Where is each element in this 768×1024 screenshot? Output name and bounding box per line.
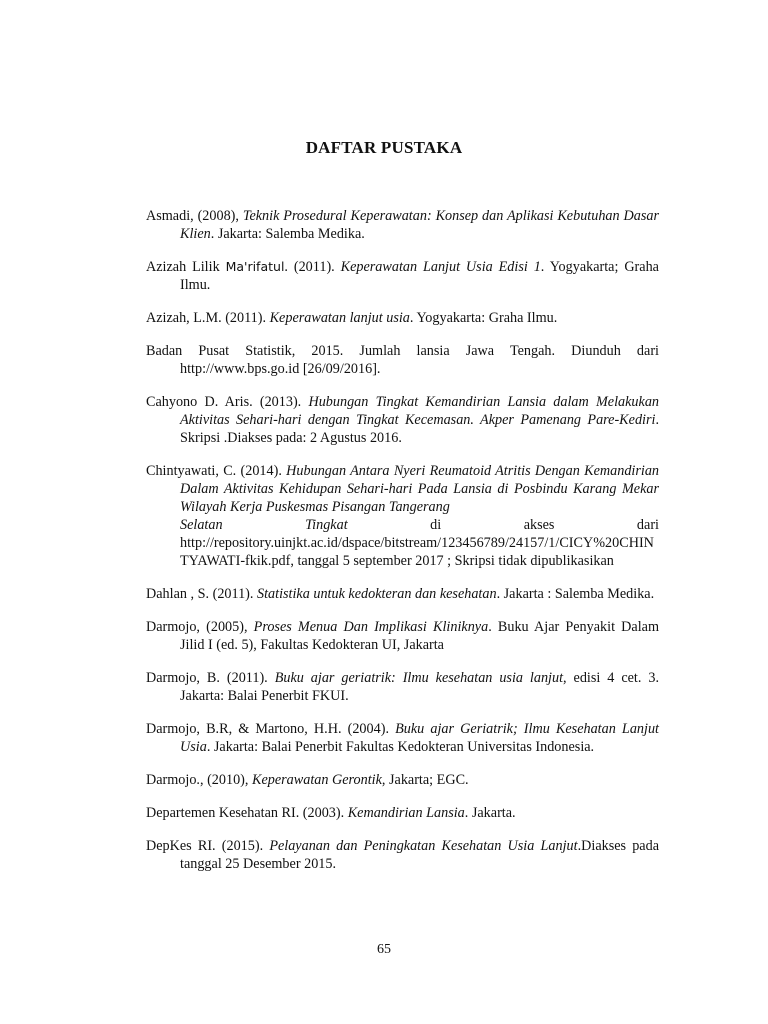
reference-item-5: Cahyono D. Aris. (2013). Hubungan Tingkat Kemandirian Lansia dalam Melakukan Aktivitas Sehari-hari dengan Tingkat Kecemasan. Akper Pamenang Pare-Kediri. Skripsi .Diakses pada: 2 Agustus 2016. (146, 394, 660, 446)
reference-item-13: DepKes RI. (2015). Pelayanan dan Peningkatan Kesehatan Usia Lanjut.Diakses pada tanggal 25 Desember 2015. (146, 838, 659, 872)
page-number: 65 (377, 942, 391, 957)
reference-url-line: http://repository.uinjkt.ac.id/dspace/bitstream/123456789/24157/1/CICY%20CHINTYAWATI-fkik.pdf, tanggal 5 september 2017 ; Skripsi tidak dipublikasikan (180, 535, 654, 569)
reference-spread-line: Selatan Tingkat di akses dari (180, 517, 659, 533)
page-title: DAFTAR PUSTAKA (305, 138, 463, 157)
reference-item-2: Azizah Lilik Ma'rifatul. (2011). Keperawatan Lanjut Usia Edisi 1. Yogyakarta; Graha Ilmu. (146, 259, 659, 293)
reference-item-1: Asmadi, (2008), Teknik Prosedural Keperawatan: Konsep dan Aplikasi Kebutuhan Dasar Klien. Jakarta: Salemba Medika. (146, 208, 659, 242)
reference-item-3: Azizah, L.M. (2011). Keperawatan lanjut usia. Yogyakarta: Graha Ilmu. (146, 310, 558, 326)
reference-item-7: Dahlan , S. (2011). Statistika untuk kedokteran dan kesehatan. Jakarta : Salemba Medika. (146, 586, 655, 602)
reference-item-12: Departemen Kesehatan RI. (2003). Kemandirian Lansia. Jakarta. (146, 805, 516, 821)
reference-item-4: Badan Pusat Statistik, 2015. Jumlah lansia Jawa Tengah. Diunduh dari http://www.bps.go.id [26/09/2016]. (146, 343, 659, 377)
reference-item-9: Darmojo, B. (2011). Buku ajar geriatrik: Ilmu kesehatan usia lanjut, edisi 4 cet. 3. Jakarta: Balai Penerbit FKUI. (146, 670, 659, 704)
reference-list (146, 207, 659, 888)
reference-item-10: Darmojo, B.R, & Martono, H.H. (2004). Buku ajar Geriatrik; Ilmu Kesehatan Lanjut Usia. Jakarta: Balai Penerbit Fakultas Kedokteran Universitas Indonesia. (146, 721, 659, 755)
reference-item-8: Darmojo, (2005), Proses Menua Dan Implikasi Kliniknya. Buku Ajar Penyakit Dalam Jilid I (ed. 5), Fakultas Kedokteran UI, Jakarta (146, 619, 659, 653)
reference-item-11: Darmojo., (2010), Keperawatan Gerontik, Jakarta; EGC. (146, 772, 469, 788)
reference-item-6: Chintyawati, C. (2014). Hubungan Antara Nyeri Reumatoid Atritis Dengan Kemandirian Dalam Aktivitas Kehidupan Sehari-hari Pada Lansia di Posbindu Karang Mekar Wilayah Kerja Puskesmas Pisangan Tangerang Selatan Tingkat di akses dari http://repository.uinjkt.ac.id/dspace/bitstream/123456789/24157/1/CICY%20CHINTYAWATI-fkik.pdf, tanggal 5 september 2017 ; Skripsi tidak dipublikasikan (146, 463, 660, 569)
